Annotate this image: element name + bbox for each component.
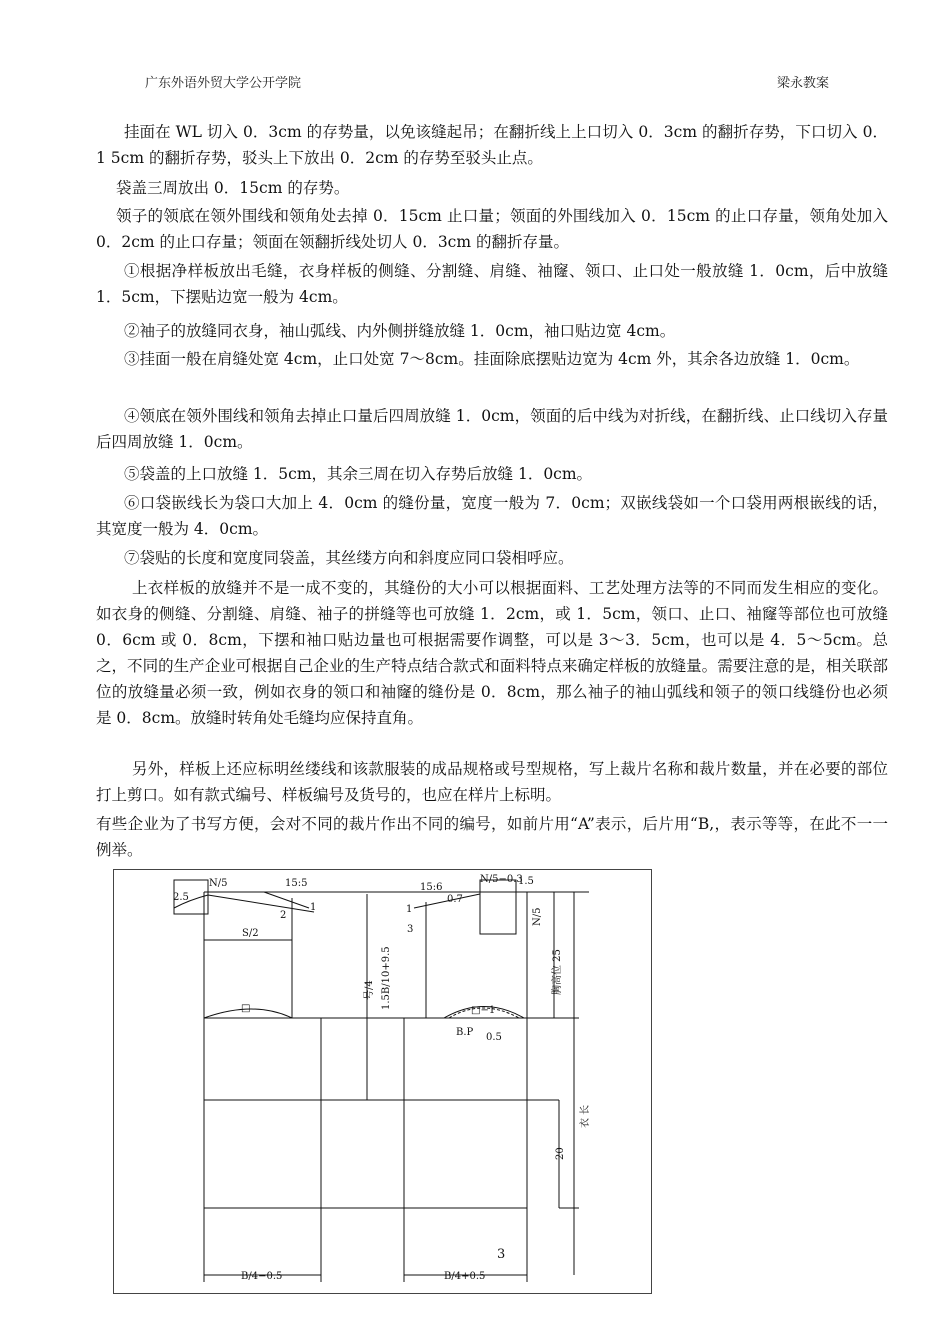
paragraph-11: 上衣样板的放缝并不是一成不变的，其缝份的大小可以根据面料、工艺处理方法等的不同而发生相应的变化。如衣身的侧缝、分割缝、肩缝、袖子的拼缝等也可放缝 1．2cm，或 1．5cm，领口、止口、袖窿等部位也可放缝 0．6cm 或 0．8cm，下摆和袖口贴边量也可根据需要作调整，可以是 3～3．5cm，也可以是 4．5～5cm。总之，不同的生产企业可根据自己企业的生产特点结合款式和面料特点来确定样板的放缝量。需要注意的是，相关联部位的放缝量必须一致，例如衣身的领口和袖窿的缝份是 0．8cm，那么袖子的袖山弧线和领子的领口线缝份也必须是 0．8cm。放缝时转角处毛缝均应保持直角。: [96, 579, 888, 727]
back-shoulder: [208, 895, 317, 913]
label-1a: 1: [310, 902, 317, 913]
label-3: 3: [407, 924, 414, 935]
page-number: 3: [497, 1247, 506, 1262]
label-20: 20: [555, 1147, 566, 1160]
header-right: 梁永教案: [777, 76, 830, 91]
label-0-5: 0.5: [486, 1032, 502, 1043]
label-square-1: □−1: [471, 1005, 496, 1016]
label-1-5: 1.5: [518, 876, 534, 887]
label-n5-vertical: N/5: [532, 907, 543, 926]
label-h4: 号/4: [364, 980, 375, 1000]
paragraph-10: ⑦袋贴的长度和宽度同袋盖，其丝缕方向和斜度应同口袋相呼应。: [124, 549, 574, 567]
paragraph-4: ①根据净样板放出毛缝，衣身样板的侧缝、分割缝、肩缝、袖窿、领口、止口处一般放缝 1．0cm，后中放缝 1．5cm，下摆贴边宽一般为 4cm。: [96, 262, 888, 306]
label-1b: 1: [406, 904, 413, 915]
label-square: □: [241, 1003, 251, 1014]
paragraph-9: ⑥口袋嵌线长为袋口大加上 4．0cm 的缝份量，宽度一般为 7．0cm；双嵌线袋如一个口袋用两根嵌线的话，其宽度一般为 4．0cm。: [96, 494, 888, 538]
label-n5-03: N/5−0.3: [480, 874, 523, 885]
label-b4-plus: B/4+0.5: [444, 1271, 486, 1282]
paragraph-13: 有些企业为了书写方便，会对不同的裁片作出不同的编号，如前片用“A”表示，后片用“B,，表示等等，在此不一一例举。: [96, 815, 888, 859]
label-b15: 1.5B/10+9.5: [381, 946, 392, 1010]
back-shoulder-slope: [264, 892, 309, 908]
label-2: 2: [280, 910, 287, 921]
paragraph-12: 另外，样板上还应标明丝缕线和该款服装的成品规格或号型规格，写上裁片名称和裁片数量，并在必要的部位打上剪口。如有款式编号、样板编号及货号的，也应在样片上标明。: [96, 760, 888, 804]
paragraph-8: ⑤袋盖的上口放缝 1．5cm，其余三周在切入存势后放缝 1．0cm。: [124, 465, 593, 483]
label-bp: B.P: [456, 1027, 474, 1038]
label-0-7: 0.7: [447, 894, 463, 905]
paragraph-7: ④领底在领外围线和领角去掉止口量后四周放缝 1．0cm，领面的后中线为对折线，在翻折线、止口线切入存量后四周放缝 1．0cm。: [96, 407, 888, 451]
label-s2: S/2: [242, 928, 259, 939]
label-15-5: 15:5: [285, 878, 308, 889]
label-n5: N/5: [209, 878, 228, 889]
front-neck-box: [480, 880, 516, 934]
paragraph-1: 挂面在 WL 切入 0．3cm 的存势量，以免该缝起吊；在翻折线上上口切入 0．3cm 的翻折存势，下口切入 0．1 5cm 的翻折存势，驳头上下放出 0．2cm 的存势至驳头止点。: [96, 123, 888, 167]
paragraph-3: 领子的领底在领外围线和领角处去掉 0．15cm 止口量；领面的外围线加入 0．15cm 的止口存量，领角处加入 0．2cm 的止口存量；领面在领翻折线处切人 0．3cm 的翻折存量。: [96, 207, 888, 251]
header-left: 广东外语外贸大学公开学院: [145, 76, 302, 91]
figure-labels: [173, 874, 591, 1282]
paragraph-2: 袋盖三周放出 0．15cm 的存势。: [116, 179, 350, 197]
label-b4-minus: B/4−0.5: [241, 1271, 283, 1282]
label-length: 衣 长: [580, 1104, 591, 1128]
label-15-6: 15:6: [420, 882, 443, 893]
paragraph-5: ②袖子的放缝同衣身，袖山弧线、内外侧拼缝放缝 1．0cm，袖口贴边宽 4cm。: [124, 322, 676, 340]
pattern-draft-svg: [114, 870, 651, 1293]
label-chest-height: 胸高位 25: [552, 949, 563, 995]
pattern-draft-figure: [113, 869, 652, 1294]
paragraph-6: ③挂面一般在肩缝处宽 4cm，止口处宽 7～8cm。挂面除底摆贴边宽为 4cm 外，其余各边放缝 1．0cm。: [124, 350, 860, 368]
label-2-5: 2.5: [173, 892, 189, 903]
